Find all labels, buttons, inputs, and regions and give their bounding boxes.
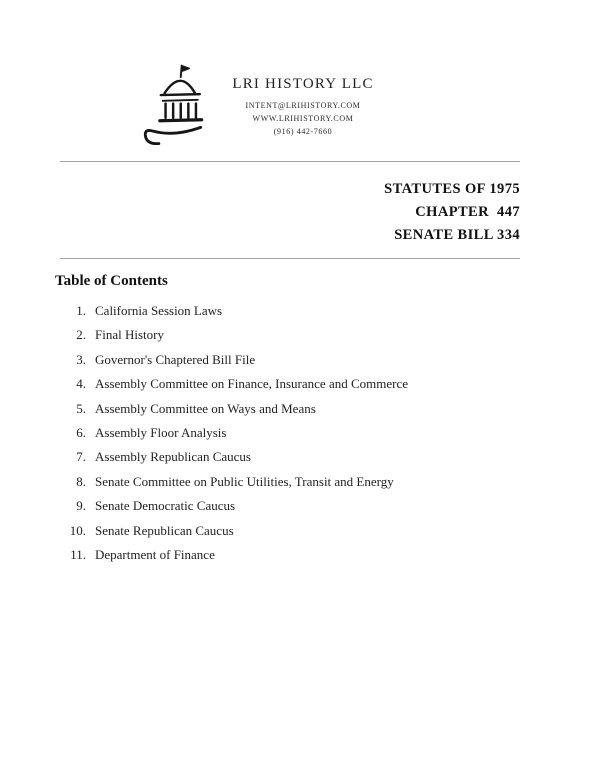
toc-item — [56, 425, 536, 449]
toc-item — [56, 523, 536, 547]
letterhead — [218, 76, 388, 138]
toc-item-label: Assembly Committee on Ways and Means — [95, 400, 316, 416]
statutes-block — [384, 178, 520, 247]
divider-bottom — [60, 258, 520, 259]
toc-item-number: 6. — [76, 424, 86, 440]
toc-item-label: Assembly Floor Analysis — [95, 424, 227, 440]
toc-item-label: Senate Democratic Caucus — [95, 498, 236, 514]
toc-item-number: 9. — [76, 498, 86, 514]
toc-item-label: Assembly Committee on Finance, Insurance and Commerce — [95, 376, 409, 392]
toc-item-label: Senate Republican Caucus — [95, 522, 234, 538]
toc-item-number: 5. — [76, 400, 86, 416]
toc-item-label: Assembly Republican Caucus — [95, 449, 251, 465]
toc-item-number: 10. — [69, 522, 86, 538]
toc-item — [56, 474, 536, 498]
toc-item-number: 2. — [76, 327, 86, 343]
toc-item-number: 3. — [76, 351, 86, 367]
toc-title: Table of Contents — [55, 273, 168, 289]
company-phone: (916) 442-7660 — [273, 127, 333, 136]
toc-item-label: California Session Laws — [95, 303, 223, 318]
toc-item — [56, 352, 536, 376]
toc-item — [56, 401, 536, 425]
toc-item-label: Senate Committee on Public Utilities, Transit and Energy — [95, 473, 394, 489]
toc-item — [56, 376, 536, 400]
toc-item-label: Department of Finance — [95, 546, 215, 562]
toc-item — [56, 449, 536, 473]
senate-bill-number: SENATE BILL 334 — [394, 227, 520, 243]
toc-item — [56, 547, 536, 571]
toc-item — [56, 303, 536, 327]
statutes-of-year: STATUTES OF 1975 — [384, 181, 520, 197]
company-website: WWW.LRIHISTORY.COM — [252, 114, 354, 123]
toc-item-number: 7. — [76, 449, 86, 465]
company-name: LRI HISTORY LLC — [232, 76, 374, 92]
toc-item-number: 11. — [70, 546, 86, 562]
toc-item — [56, 498, 536, 522]
toc-item — [56, 327, 536, 351]
toc-item-number: 4. — [76, 376, 86, 392]
toc-item-label: Governor's Chaptered Bill File — [95, 351, 256, 367]
toc-item-label: Final History — [95, 327, 164, 343]
toc-item-number: 8. — [76, 473, 86, 489]
divider-top — [60, 161, 520, 162]
chapter-number: CHAPTER 447 — [415, 204, 520, 220]
toc-item-number: 1. — [76, 303, 86, 318]
toc-list — [56, 303, 536, 571]
capitol-building-sketch-icon — [138, 60, 214, 152]
company-email: INTENT@LRIHISTORY.COM — [245, 101, 361, 110]
